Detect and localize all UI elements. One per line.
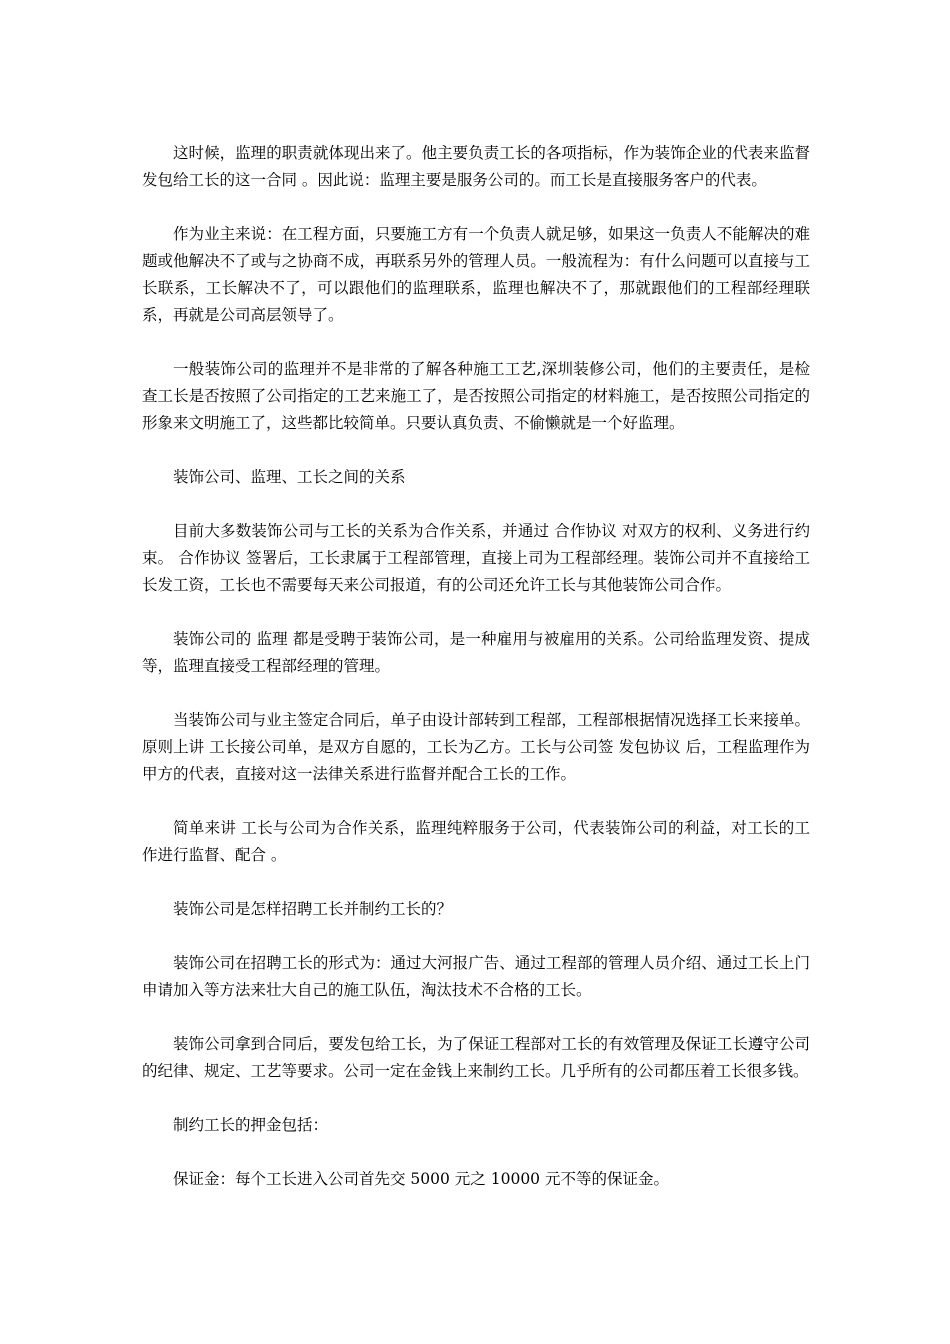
paragraph-supervisor-responsibility: 一般装饰公司的监理并不是非常的了解各种施工工艺,深圳装修公司，他们的主要责任，是检查工长是否按照了公司指定的工艺来施工了，是否按照公司指定的材料施工，是否按照公司指定的形象来文明施工了，这些都比较简单。只要认真负责、不偷懒就是一个好监理。 — [142, 360, 810, 432]
document-page — [142, 140, 810, 1220]
paragraph-summary: 简单来讲 工长与公司为合作关系，监理纯粹服务于公司，代表装饰公司的利益，对工长的工作进行监督、配合 。 — [142, 819, 810, 864]
paragraph-supervisor-employment: 装饰公司的 监理 都是受聘于装饰公司，是一种雇用与被雇用的关系。公司给监理发资、提成等，监理直接受工程部经理的管理。 — [142, 630, 810, 675]
paragraph-supervisor-duty: 这时候，监理的职责就体现出来了。他主要负责工长的各项指标，作为装饰企业的代表来监督 发包给工长的这一合同 。因此说：监理主要是服务公司的。而工长是直接服务客户的代表。 — [142, 144, 810, 189]
paragraph-recruitment-methods: 装饰公司在招聘工长的形式为：通过大河报广告、通过工程部的管理人员介绍、通过工长上门申请加入等方法来壮大自己的施工队伍，淘汰技术不合格的工长。 — [142, 954, 810, 999]
paragraph-money-control: 装饰公司拿到合同后，要发包给工长，为了保证工程部对工长的有效管理及保证工长遵守公司的纪律、规定、工艺等要求。公司一定在金钱上来制约工长。几乎所有的公司都压着工长很多钱。 — [142, 1035, 810, 1080]
section-heading-deposits: 制约工长的押金包括： — [173, 1116, 329, 1134]
paragraph-security-deposit: 保证金：每个工长进入公司首先交 5000 元之 10000 元不等的保证金。 — [173, 1170, 669, 1188]
paragraph-owner-process: 作为业主来说：在工程方面，只要施工方有一个负责人就足够，如果这一负责人不能解决的难题或他解决不了或与之协商不成，再联系另外的管理人员。一般流程为：有什么问题可以直接与工长联系，工长解决不了，可以跟他们的监理联系，监理也解决不了，那就跟他们的工程部经理联系，再就是公司高层领导了。 — [142, 225, 810, 324]
section-heading-relationship: 装饰公司、监理、工长之间的关系 — [173, 468, 406, 486]
section-heading-recruitment: 装饰公司是怎样招聘工长并制约工长的？ — [173, 900, 453, 918]
paragraph-cooperation-relationship: 目前大多数装饰公司与工长的关系为合作关系，并通过 合作协议 对双方的权利、义务进行约束。 合作协议 签署后，工长隶属于工程部管理，直接上司为工程部经理。装饰公司并不直接给工长发工资，工长也不需要每天来公司报道，有的公司还允许工长与其他装饰公司合作。 — [142, 522, 810, 594]
paragraph-contract-flow: 当装饰公司与业主签定合同后，单子由设计部转到工程部，工程部根据情况选择工长来接单。原则上讲 工长接公司单，是双方自愿的，工长为乙方。工长与公司签 发包协议 后，工程监理作为甲方的代表，直接对这一法律关系进行监督并配合工长的工作。 — [142, 711, 810, 783]
